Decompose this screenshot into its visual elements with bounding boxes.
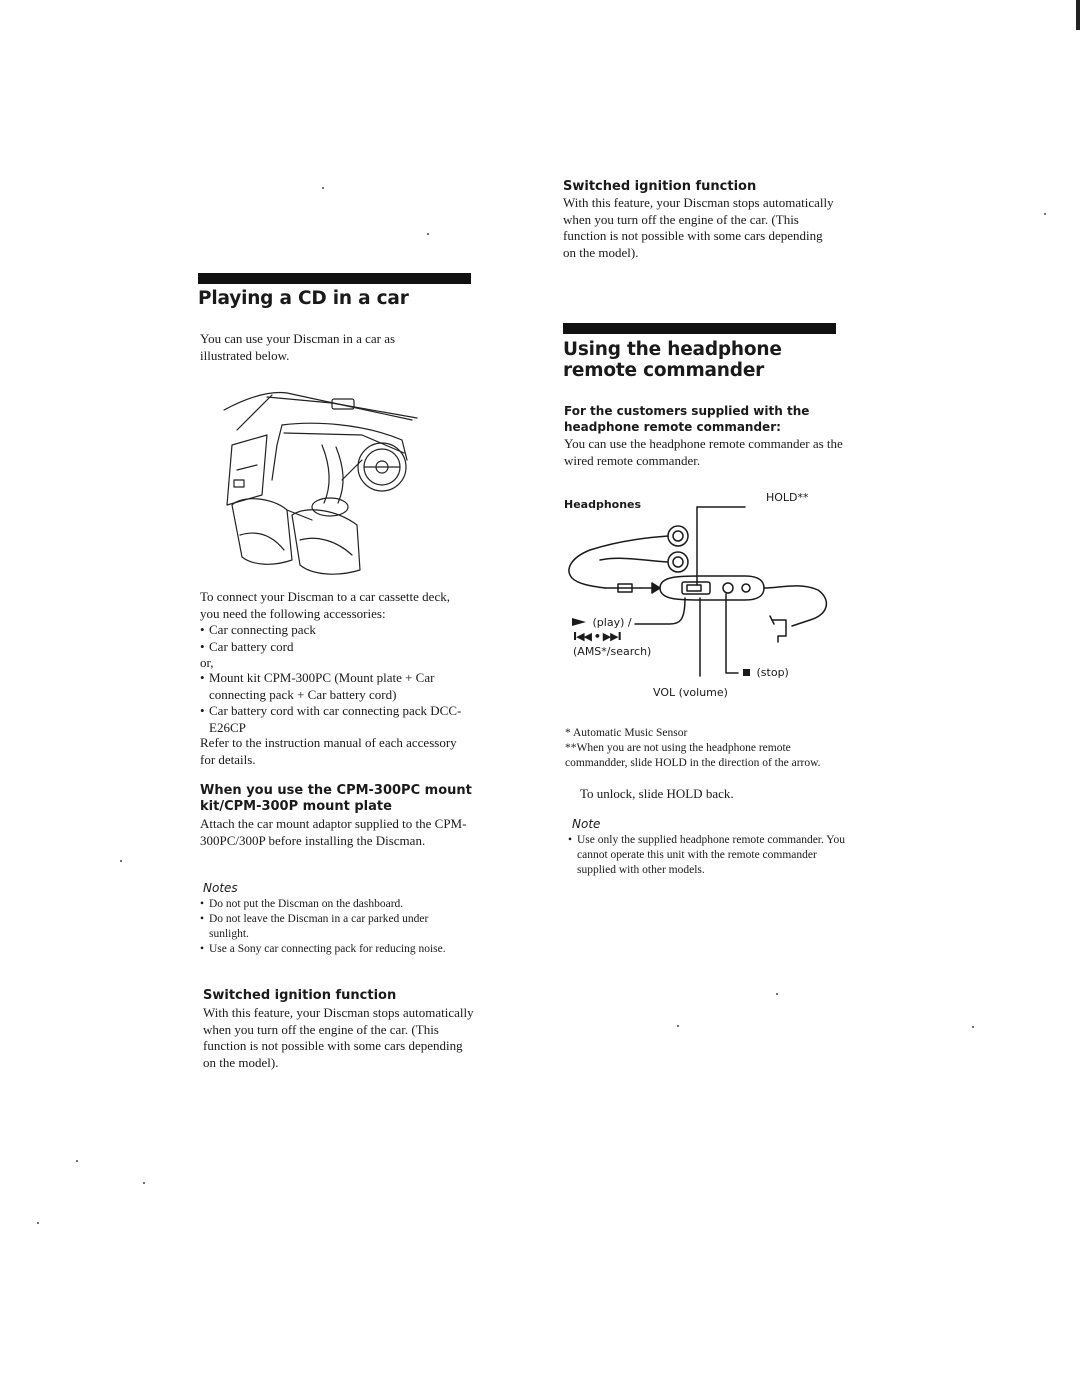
scan-speck bbox=[37, 1222, 39, 1224]
vol-label: VOL (volume) bbox=[653, 686, 728, 699]
scan-speck bbox=[1044, 213, 1046, 215]
section-title-remote-line2: remote commander bbox=[563, 360, 765, 381]
section-title-remote bbox=[563, 339, 853, 381]
headphones-label: Headphones bbox=[564, 498, 642, 511]
customers-text: You can use the headphone remote commander as the wired remote commander. bbox=[564, 436, 843, 468]
customers-heading: For the customers supplied with the headphone remote commander: bbox=[564, 404, 810, 434]
refer-text: Refer to the instruction manual of each accessory for details. bbox=[200, 735, 457, 767]
section-title-car: Playing a CD in a car bbox=[198, 288, 409, 309]
switched-text-right: With this feature, your Discman stops automatically when you turn off the engine of the car. (This function is not possible with some cars depending on the model). bbox=[563, 195, 834, 260]
switched-heading-right: Switched ignition function bbox=[563, 179, 757, 194]
scan-speck bbox=[427, 233, 429, 235]
switched-heading-left: Switched ignition function bbox=[203, 988, 397, 1003]
skip-icons: I◀◀ • ▶▶I bbox=[573, 630, 621, 643]
hold-label: HOLD** bbox=[766, 491, 809, 504]
footnote-ams: * Automatic Music Sensor bbox=[565, 727, 688, 739]
accessory-item: • Car battery cord bbox=[200, 639, 468, 656]
car-interior-illustration bbox=[212, 385, 437, 585]
page-edge-mark bbox=[1076, 0, 1080, 30]
play-text: (play) / bbox=[592, 616, 632, 629]
note-item: • Do not put the Discman on the dashboard. bbox=[200, 897, 462, 912]
note-item: • Do not leave the Discman in a car parked under sunlight. bbox=[200, 912, 462, 942]
note-item: • Use only the supplied headphone remote commander. You cannot operate this unit with the remote commander supplied with other models. bbox=[568, 833, 846, 878]
unlock-text: To unlock, slide HOLD back. bbox=[580, 786, 734, 801]
section-title-remote-line1: Using the headphone bbox=[563, 339, 782, 360]
scan-speck bbox=[972, 1026, 974, 1028]
mount-text: Attach the car mount adaptor supplied to the CPM-300PC/300P before installing the Discman. bbox=[200, 816, 467, 848]
remote-diagram-drawing bbox=[560, 490, 860, 705]
note-item: • Use a Sony car connecting pack for reducing noise. bbox=[200, 942, 462, 957]
connect-text: To connect your Discman to a car cassette deck, you need the following accessories: bbox=[200, 589, 450, 621]
section-bar-left bbox=[198, 273, 471, 284]
accessory-list-b bbox=[200, 670, 468, 736]
stop-text: (stop) bbox=[756, 666, 789, 679]
mount-heading: When you use the CPM-300PC mount kit/CPM-300P mount plate bbox=[200, 783, 472, 814]
remote-diagram bbox=[560, 490, 860, 705]
play-icon bbox=[572, 618, 586, 626]
notes-title: Notes bbox=[203, 881, 238, 895]
stop-label bbox=[743, 666, 789, 679]
accessory-list-a bbox=[200, 622, 468, 655]
note-title: Note bbox=[572, 817, 601, 831]
stop-icon bbox=[743, 669, 750, 676]
notes-list bbox=[200, 897, 462, 957]
play-label bbox=[572, 616, 632, 629]
scan-speck bbox=[120, 860, 122, 862]
or-label: or, bbox=[200, 655, 214, 670]
section-bar-right bbox=[563, 323, 836, 334]
scan-speck bbox=[322, 187, 324, 189]
scan-speck bbox=[677, 1025, 679, 1027]
footnote-hold: **When you are not using the headphone remote commandder, slide HOLD in the direction of the arrow. bbox=[565, 742, 821, 769]
scan-speck bbox=[76, 1160, 78, 1162]
accessory-item: • Mount kit CPM-300PC (Mount plate + Car connecting pack + Car battery cord) bbox=[200, 670, 468, 703]
ams-label: (AMS*/search) bbox=[573, 645, 652, 658]
scan-speck bbox=[776, 993, 778, 995]
switched-text-left: With this feature, your Discman stops automatically when you turn off the engine of the car. (This function is not possible with some cars depending on the model). bbox=[203, 1005, 474, 1070]
accessory-item: • Car connecting pack bbox=[200, 622, 468, 639]
scan-speck bbox=[143, 1182, 145, 1184]
accessory-item: • Car battery cord with car connecting pack DCC-E26CP bbox=[200, 703, 468, 736]
note-list bbox=[568, 833, 846, 878]
car-intro-text: You can use your Discman in a car as illustrated below. bbox=[200, 331, 396, 363]
